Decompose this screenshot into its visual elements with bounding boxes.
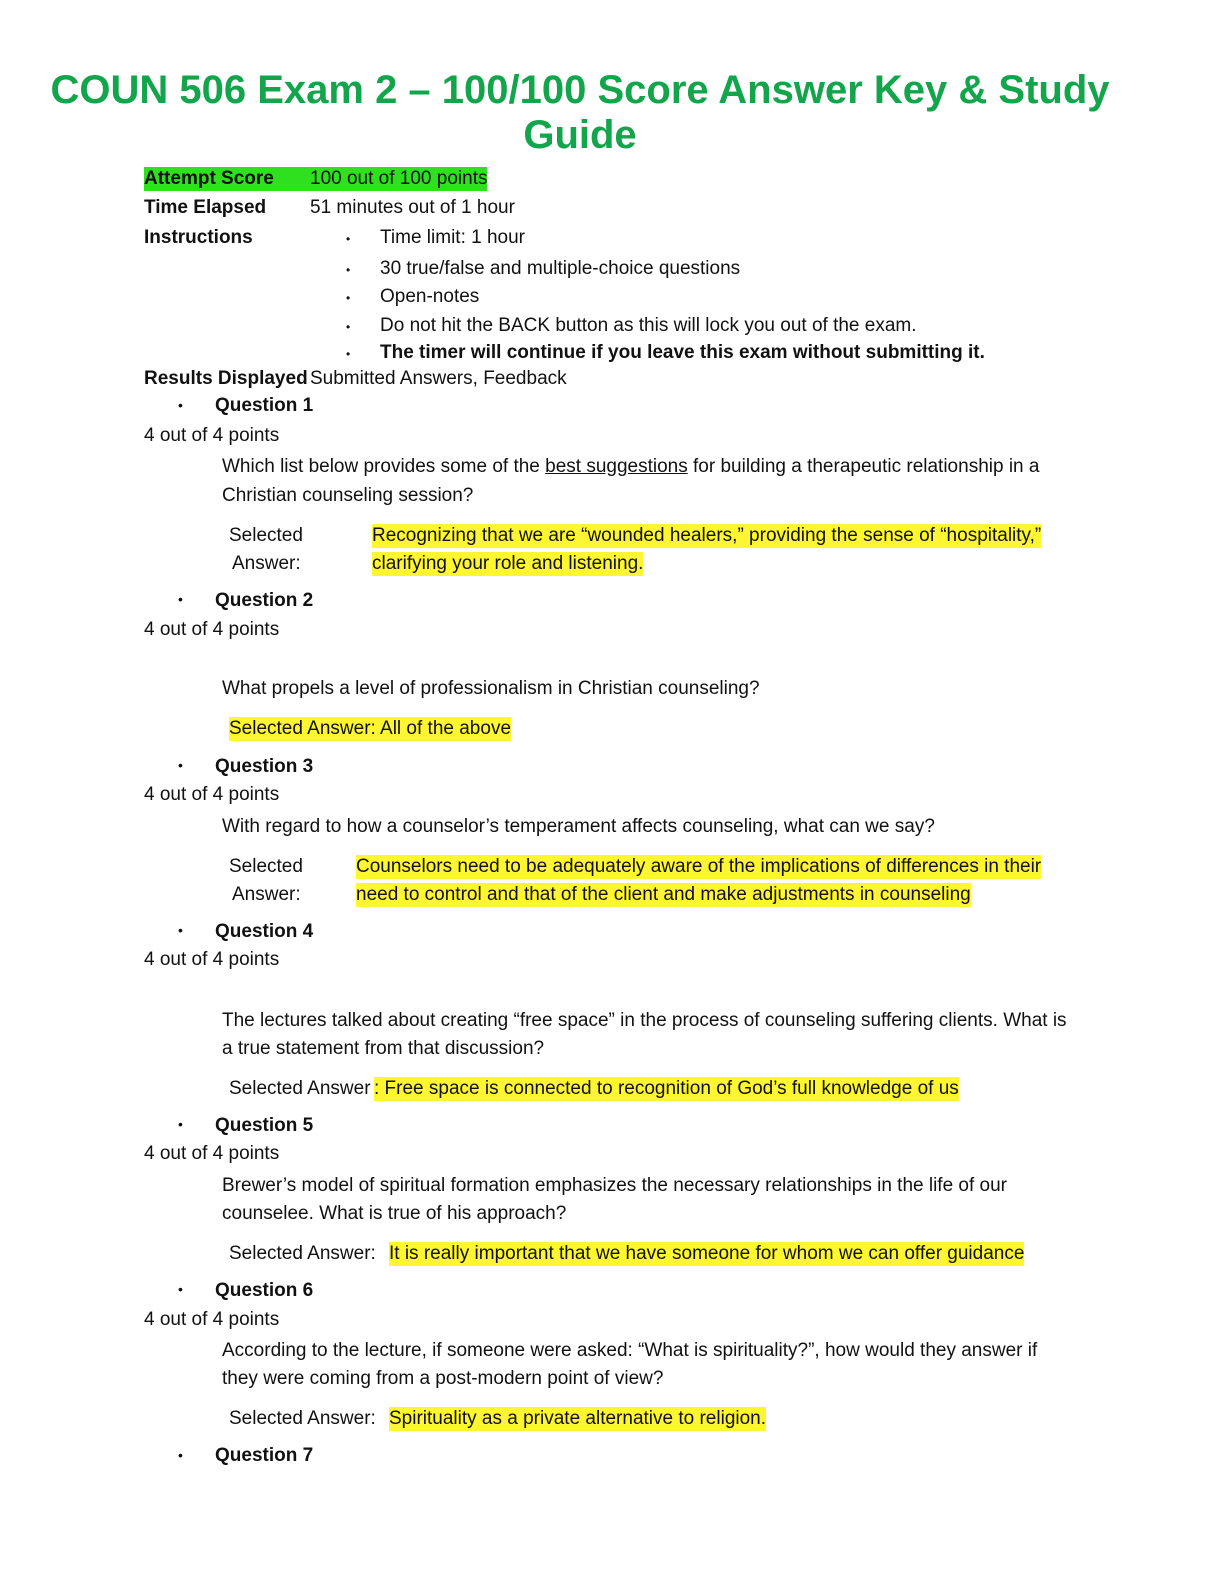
bullet-icon: •	[346, 263, 351, 277]
results-displayed-label: Results Displayed	[144, 368, 308, 389]
selected-answer: : Free space is connected to recognition of God’s full knowledge of us	[374, 1078, 959, 1099]
instruction-item-bold: The timer will continue if you leave this exam without submitting it.	[380, 342, 985, 363]
bullet-icon: •	[178, 1281, 183, 1297]
bullet-icon: •	[178, 1447, 183, 1463]
instruction-item: Time limit: 1 hour	[380, 227, 525, 248]
bullet-icon: •	[346, 347, 351, 361]
selected-answer-line-2: clarifying your role and listening.	[372, 553, 644, 574]
selected-answer: It is really important that we have someone for whom we can offer guidance	[389, 1243, 1025, 1264]
question-prompt-line-2: Christian counseling session?	[222, 485, 474, 506]
bullet-icon: •	[178, 591, 183, 607]
time-elapsed-label: Time Elapsed	[144, 197, 267, 218]
question-heading: Question 5	[215, 1115, 314, 1136]
question-heading: Question 6	[215, 1280, 314, 1301]
question-prompt-line-2: counselee. What is true of his approach?	[222, 1203, 567, 1224]
bullet-icon: •	[178, 922, 183, 938]
instructions-label: Instructions	[144, 227, 253, 248]
question-points: 4 out of 4 points	[144, 1309, 280, 1330]
selected-answer-line-1: Counselors need to be adequately aware of the implications of differences in their	[356, 856, 1042, 877]
answer-label: Answer:	[232, 553, 301, 574]
attempt-score-label: Attempt Score	[144, 167, 314, 191]
question-prompt-line-1: According to the lecture, if someone were asked: “What is spirituality?”, how would they answer if	[222, 1340, 1038, 1361]
question-heading: Question 3	[215, 756, 314, 777]
bullet-icon: •	[346, 291, 351, 305]
bullet-icon: •	[178, 397, 183, 413]
selected-answer-line-2: need to control and that of the client and make adjustments in counseling	[356, 884, 971, 905]
question-heading: Question 2	[215, 590, 314, 611]
question-heading: Question 1	[215, 395, 314, 416]
selected-answer-label: Selected Answer:	[229, 1243, 376, 1264]
bullet-icon: •	[346, 320, 351, 334]
document-title	[0, 68, 1160, 158]
question-prompt: With regard to how a counselor’s temperament affects counseling, what can we say?	[222, 816, 935, 837]
title-line-2: Guide	[523, 113, 637, 157]
bullet-icon: •	[178, 757, 183, 773]
results-displayed-value: Submitted Answers, Feedback	[310, 368, 567, 389]
title-line-1: COUN 506 Exam 2 – 100/100 Score Answer Key & Study	[50, 68, 1110, 112]
instruction-item: Do not hit the BACK button as this will lock you out of the exam.	[380, 315, 917, 336]
selected-label: Selected	[229, 525, 303, 546]
answer-label: Answer:	[232, 884, 301, 905]
question-prompt-line-2: they were coming from a post-modern point of view?	[222, 1368, 664, 1389]
question-points: 4 out of 4 points	[144, 949, 280, 970]
question-prompt: What propels a level of professionalism in Christian counseling?	[222, 678, 760, 699]
question-prompt-line-2: a true statement from that discussion?	[222, 1038, 545, 1059]
question-prompt-line-1: Brewer’s model of spiritual formation emphasizes the necessary relationships in the life of our	[222, 1175, 1008, 1196]
prompt-underlined-text: best suggestions	[545, 456, 688, 477]
instruction-item: 30 true/false and multiple-choice questions	[380, 258, 741, 279]
selected-answer-line-1: Recognizing that we are “wounded healers,” providing the sense of “hospitality,”	[372, 525, 1042, 546]
time-elapsed-value: 51 minutes out of 1 hour	[310, 197, 515, 218]
selected-answer-label: Selected Answer	[229, 1078, 371, 1099]
question-points: 4 out of 4 points	[144, 1143, 280, 1164]
selected-answer: Spirituality as a private alternative to religion.	[389, 1408, 767, 1429]
question-prompt: Which list below provides some of the best suggestions for building a therapeutic relationship in a	[222, 456, 1040, 477]
question-heading: Question 4	[215, 921, 314, 942]
question-points: 4 out of 4 points	[144, 784, 280, 805]
selected-label: Selected	[229, 856, 303, 877]
question-heading: Question 7	[215, 1445, 314, 1466]
selected-answer: Selected Answer: All of the above	[229, 718, 512, 739]
bullet-icon: •	[178, 1116, 183, 1132]
bullet-icon: •	[346, 232, 351, 246]
question-prompt-line-1: The lectures talked about creating “free space” in the process of counseling suffering clients. What is	[222, 1010, 1067, 1031]
selected-answer-label: Selected Answer:	[229, 1408, 376, 1429]
question-points: 4 out of 4 points	[144, 425, 280, 446]
question-points: 4 out of 4 points	[144, 619, 280, 640]
instruction-item: Open-notes	[380, 286, 480, 307]
attempt-score-value: 100 out of 100 points	[310, 168, 488, 189]
